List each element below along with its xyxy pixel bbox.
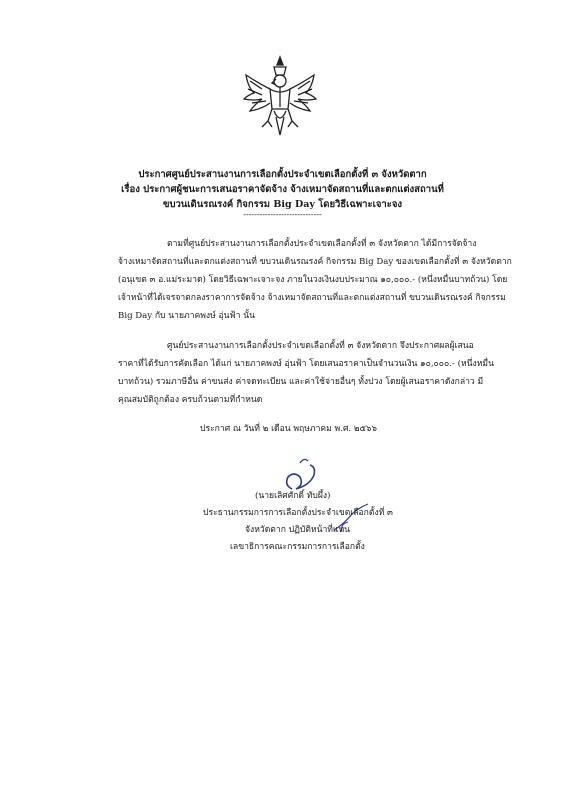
paragraph2-line: คุณสมบัติถูกต้อง ครบถ้วนตามที่กำหนด	[118, 395, 263, 405]
paragraph2-line: ศูนย์ประสานงานการเลือกตั้งประจำเขตเลือกตั้งที่ ๓ จังหวัดตาก จึงประกาศผลผู้เสนอ	[167, 341, 474, 351]
signer-position: จังหวัดตาก ปฏิบัติหน้าที่แทน	[245, 525, 351, 535]
garuda-emblem-icon	[240, 55, 320, 139]
signer-position: ประธานกรรมการการเลือกตั้งประจำเขตเลือกตั้งที่ ๓	[203, 508, 393, 518]
paragraph1-line: เจ้าหน้าที่ได้เจรจาตกลงราคาการจัดจ้าง จ้างเหมาจัดสถานที่และตกแต่งสถานที่ ขบวนเดินรณรงค์ กิจกรรม	[118, 293, 506, 303]
signer-name: (นายเลิศศักดิ์ ทับผึ้ง)	[255, 491, 331, 501]
paragraph1-line: (อนุเขต ๓ อ.แม่ระมาด) โดยวิธีเฉพาะเจาะจง ภายในวงเงินงบประมาณ ๑๐,๐๐๐.- (หนึ่งหมื่นบาทถ้วน) โดย	[118, 275, 508, 285]
announcement-subject: เรื่อง ประกาศผู้ชนะการเสนอราคาจัดจ้าง จ้างเหมาจัดสถานที่และตกแต่งสถานที่	[121, 184, 444, 195]
paragraph2-line: ราคาที่ได้รับการคัดเลือก ได้แก่ นายภาคพงษ์ อุ่นฟ้า โดยเสนอราคาเป็นจำนวนเงิน ๑๐,๐๐๐.- (หนึ่งหมื่น	[118, 359, 494, 369]
paragraph1-line: Big Day กับ นายภาคพงษ์ อุ่นฟ้า นั้น	[118, 311, 255, 321]
announcement-subject-cont: ขบวนเดินรณรงค์ กิจกรรม Big Day โดยวิธีเฉพาะเจาะจง	[162, 199, 403, 210]
paragraph1-line: ตามที่ศูนย์ประสานงานการเลือกตั้งประจำเขตเลือกตั้งที่ ๓ จังหวัดตาก ได้มีการจัดจ้าง	[167, 239, 477, 249]
divider-rule: -----------------------------	[243, 210, 322, 219]
announcement-date: ประกาศ ณ วันที่ ๒ เดือน พฤษภาคม พ.ศ. ๒๕๖๖	[200, 424, 377, 434]
paragraph2-line: บาทถ้วน) รวมภาษีอื่น ค่าขนส่ง ค่าจดทะเบียน และค่าใช้จ่ายอื่นๆ ทั้งปวง โดยผู้เสนอราคาดังกล่าว มี	[118, 377, 484, 387]
announcement-title: ประกาศศูนย์ประสานงานการเลือกตั้งประจำเขตเลือกตั้งที่ ๓ จังหวัดตาก	[138, 169, 427, 180]
paragraph1-line: จ้างเหมาจัดสถานที่และตกแต่งสถานที่ ขบวนเดินรณรงค์ กิจกรรม Big Day ของเขตเลือกตั้งที่ ๓ จังหวัดตาก	[118, 257, 512, 267]
signer-position: เลขาธิการคณะกรรมการการเลือกตั้ง	[230, 542, 365, 552]
